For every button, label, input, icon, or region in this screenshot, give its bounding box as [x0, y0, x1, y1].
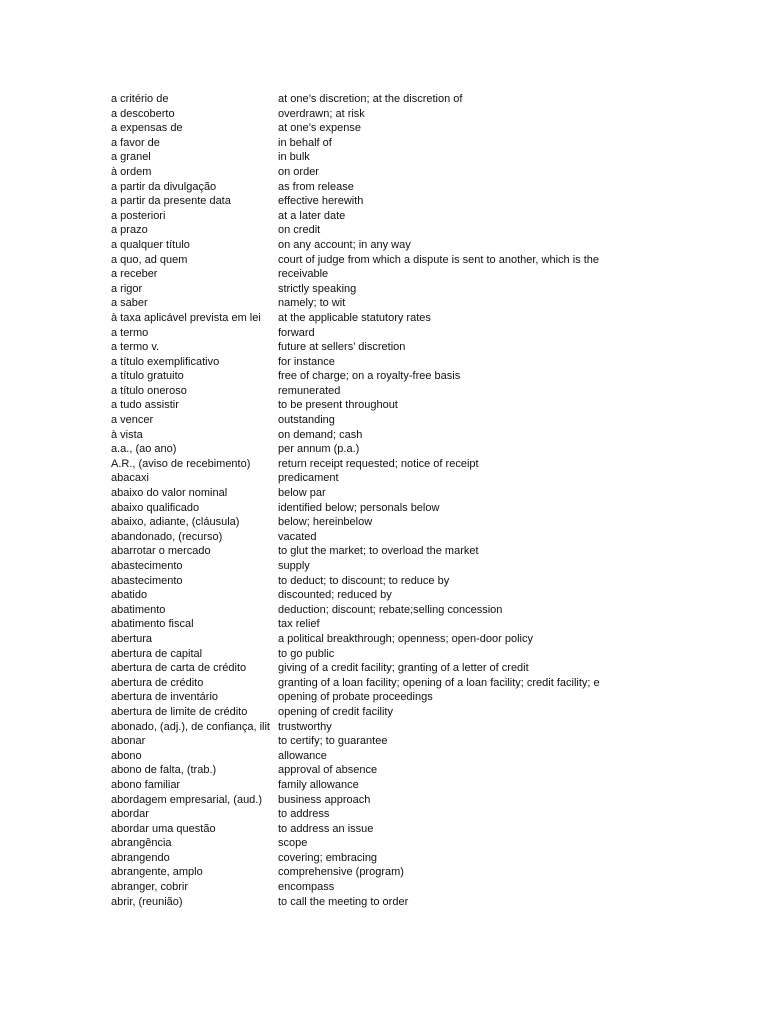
glossary-entry: [111, 501, 611, 516]
entry-term: abastecimento: [111, 560, 183, 572]
entry-term: a título gratuito: [111, 370, 184, 383]
entry-term: abatido: [111, 589, 148, 602]
entry-term: a.a., (ao ano): [111, 443, 177, 456]
glossary-entry: [111, 632, 611, 647]
glossary-entry: [111, 574, 611, 589]
entry-definition: business approach: [278, 793, 371, 806]
entry-definition: future at sellers’ discretion: [278, 341, 406, 354]
glossary-entry: [111, 676, 611, 691]
glossary-entry: [111, 851, 611, 866]
entry-term: abordar: [111, 808, 149, 821]
entry-definition: for instance: [278, 355, 335, 368]
entry-term: a tudo assistir: [111, 399, 179, 412]
entry-definition: allowance: [278, 749, 327, 762]
glossary-entry: [111, 793, 611, 808]
glossary-entry: [111, 267, 611, 282]
glossary-entry: [111, 223, 611, 238]
entry-definition: comprehensive (program): [278, 866, 404, 879]
entry-term: a rigor: [111, 282, 143, 295]
entry-definition: tax relief: [278, 618, 320, 631]
glossary-entry: [111, 895, 611, 910]
entry-term: abrangência: [111, 837, 172, 850]
glossary-entry: [111, 209, 611, 224]
entry-term: abaixo do valor nominal: [111, 487, 228, 500]
entry-definition: scope: [278, 837, 308, 850]
glossary-entry: [111, 544, 611, 559]
entry-term: abertura: [111, 632, 152, 645]
glossary-entry: [111, 121, 611, 136]
glossary-entry: [111, 296, 611, 311]
entry-definition: namely; to wit: [278, 297, 346, 310]
entry-term: A.R., (aviso de recebimento): [111, 457, 251, 470]
glossary-entry: [111, 734, 611, 749]
entry-term: a qualquer título: [111, 238, 190, 251]
entry-term: a receber: [111, 268, 158, 281]
glossary-list: [111, 92, 611, 909]
entry-term: abertura de inventário: [111, 691, 219, 704]
entry-definition: family allowance: [278, 778, 359, 791]
entry-definition: remunerated: [278, 384, 341, 397]
entry-term: abertura de capital: [111, 647, 203, 660]
entry-definition: to call the meeting to order: [278, 895, 409, 908]
entry-definition: to be present throughout: [278, 399, 398, 412]
entry-term: a saber: [111, 297, 148, 310]
entry-term: abordar uma questão: [111, 822, 216, 835]
entry-term: a título oneroso: [111, 384, 187, 397]
glossary-entry: [111, 705, 611, 720]
entry-term: abacaxi: [111, 472, 149, 485]
entry-term: a granel: [111, 151, 151, 164]
glossary-entry: [111, 180, 611, 195]
entry-definition: covering; embracing: [278, 851, 378, 864]
entry-definition: at a later date: [278, 209, 346, 222]
entry-definition: to address: [278, 808, 330, 821]
glossary-entry: [111, 92, 611, 107]
entry-term: abonar: [111, 735, 146, 748]
glossary-entry: [111, 136, 611, 151]
entry-term: a termo: [111, 326, 149, 339]
glossary-entry: [111, 238, 611, 253]
entry-definition: on any account; in any way: [278, 238, 411, 251]
glossary-entry: [111, 326, 611, 341]
entry-definition: below par: [278, 487, 326, 500]
entry-term: a termo v.: [111, 341, 160, 354]
entry-term: abaixo qualificado: [111, 501, 200, 514]
entry-definition: giving of a credit facility; granting of a letter of credit: [278, 662, 529, 675]
entry-term: abastecimento: [111, 574, 183, 587]
entry-term: abarrotar o mercado: [111, 545, 211, 558]
glossary-entry: [111, 165, 611, 180]
entry-term: a título exemplificativo: [111, 355, 220, 368]
glossary-entry: [111, 515, 611, 530]
glossary-entry: [111, 442, 611, 457]
entry-definition: as from release: [278, 180, 354, 193]
entry-term: à ordem: [111, 165, 152, 178]
glossary-entry: [111, 107, 611, 122]
entry-definition: to certify; to guarantee: [278, 735, 388, 748]
entry-definition: outstanding: [278, 414, 335, 427]
entry-definition: return receipt requested; notice of receipt: [278, 457, 479, 470]
glossary-entry: [111, 311, 611, 326]
entry-term: abrangendo: [111, 851, 170, 864]
entry-term: a descoberto: [111, 107, 175, 120]
glossary-entry: [111, 720, 611, 735]
glossary-entry: [111, 588, 611, 603]
entry-definition: deduction; discount; rebate;selling concession: [278, 603, 503, 616]
entry-definition: discounted; reduced by: [278, 589, 392, 602]
glossary-entry: [111, 457, 611, 472]
entry-definition: approval of absence: [278, 764, 378, 777]
glossary-entry: [111, 340, 611, 355]
entry-definition: vacated: [278, 530, 317, 543]
entry-definition: opening of probate proceedings: [278, 691, 433, 704]
glossary-entry: [111, 880, 611, 895]
entry-term: a critério de: [111, 93, 169, 105]
entry-term: abandonado, (recurso): [111, 530, 223, 543]
entry-term: a posteriori: [111, 209, 166, 222]
entry-definition: per annum (p.a.): [278, 443, 360, 456]
glossary-entry: [111, 690, 611, 705]
entry-definition: in bulk: [278, 151, 310, 164]
entry-term: abono: [111, 749, 142, 762]
entry-definition: to address an issue: [278, 822, 374, 835]
glossary-entry: [111, 749, 611, 764]
entry-definition: trustworthy: [278, 720, 332, 733]
entry-term: abrir, (reunião): [111, 895, 183, 908]
glossary-entry: [111, 778, 611, 793]
glossary-entry: [111, 617, 611, 632]
entry-definition: free of charge; on a royalty-free basis: [278, 370, 461, 383]
entry-definition: on demand; cash: [278, 428, 363, 441]
entry-definition: at one’s expense: [278, 122, 361, 135]
entry-term: a favor de: [111, 136, 160, 149]
entry-term: a partir da divulgação: [111, 180, 217, 193]
entry-definition: court of judge from which a dispute is sent to another, which is the: [278, 253, 600, 266]
entry-definition: in behalf of: [278, 136, 332, 149]
entry-term: abaixo, adiante, (cláusula): [111, 516, 240, 529]
glossary-entry: [111, 282, 611, 297]
entry-definition: to deduct; to discount; to reduce by: [278, 574, 450, 587]
entry-term: a prazo: [111, 224, 148, 237]
entry-definition: identified below; personals below: [278, 501, 440, 514]
entry-term: à vista: [111, 428, 143, 441]
entry-term: abordagem empresarial, (aud.): [111, 793, 263, 806]
entry-definition: opening of credit facility: [278, 705, 393, 718]
entry-definition: a political breakthrough; openness; open-door policy: [278, 632, 533, 645]
glossary-entry: [111, 763, 611, 778]
entry-definition: at the applicable statutory rates: [278, 311, 431, 324]
entry-definition: strictly speaking: [278, 282, 357, 295]
entry-term: abertura de limite de crédito: [111, 705, 248, 718]
glossary-entry: [111, 486, 611, 501]
glossary-entry: [111, 398, 611, 413]
glossary-entry: [111, 865, 611, 880]
entry-definition: overdrawn; at risk: [278, 107, 365, 120]
glossary-entry: [111, 559, 611, 574]
glossary-entry: [111, 194, 611, 209]
entry-term: abonado, (adj.), de confiança, ilit: [111, 720, 270, 733]
glossary-entry: [111, 355, 611, 370]
entry-term: a partir da presente data: [111, 195, 231, 208]
entry-term: abranger, cobrir: [111, 881, 189, 894]
glossary-entry: [111, 836, 611, 851]
entry-term: abono familiar: [111, 778, 181, 791]
entry-definition: forward: [278, 326, 315, 339]
glossary-entry: [111, 150, 611, 165]
glossary-entry: [111, 369, 611, 384]
entry-term: a quo, ad quem: [111, 253, 188, 266]
entry-definition: effective herewith: [278, 195, 364, 208]
entry-term: abrangente, amplo: [111, 866, 203, 879]
entry-term: a vencer: [111, 414, 154, 427]
entry-term: abatimento fiscal: [111, 618, 194, 631]
entry-term: abertura de crédito: [111, 676, 204, 689]
glossary-entry: [111, 384, 611, 399]
glossary-entry: [111, 253, 611, 268]
glossary-entry: [111, 647, 611, 662]
glossary-entry: [111, 807, 611, 822]
entry-definition: predicament: [278, 472, 339, 485]
entry-definition: on order: [278, 165, 319, 178]
glossary-entry: [111, 530, 611, 545]
entry-definition: granting of a loan facility; opening of a loan facility; credit facility; e: [278, 676, 600, 689]
entry-definition: on credit: [278, 224, 321, 237]
glossary-entry: [111, 428, 611, 443]
glossary-entry: [111, 603, 611, 618]
entry-definition: encompass: [278, 881, 335, 894]
entry-term: a expensas de: [111, 122, 183, 135]
glossary-entry: [111, 413, 611, 428]
entry-term: abertura de carta de crédito: [111, 662, 247, 675]
entry-term: à taxa aplicável prevista em lei: [111, 311, 261, 324]
entry-definition: to go public: [278, 647, 335, 660]
entry-definition: below; hereinbelow: [278, 516, 373, 529]
entry-definition: receivable: [278, 268, 329, 281]
entry-definition: to glut the market; to overload the market: [278, 545, 479, 558]
entry-definition: at one’s discretion; at the discretion of: [278, 93, 463, 105]
glossary-entry: [111, 471, 611, 486]
glossary-entry: [111, 822, 611, 837]
entry-definition: supply: [278, 560, 310, 572]
entry-term: abono de falta, (trab.): [111, 764, 217, 777]
entry-term: abatimento: [111, 603, 166, 616]
glossary-entry: [111, 661, 611, 676]
